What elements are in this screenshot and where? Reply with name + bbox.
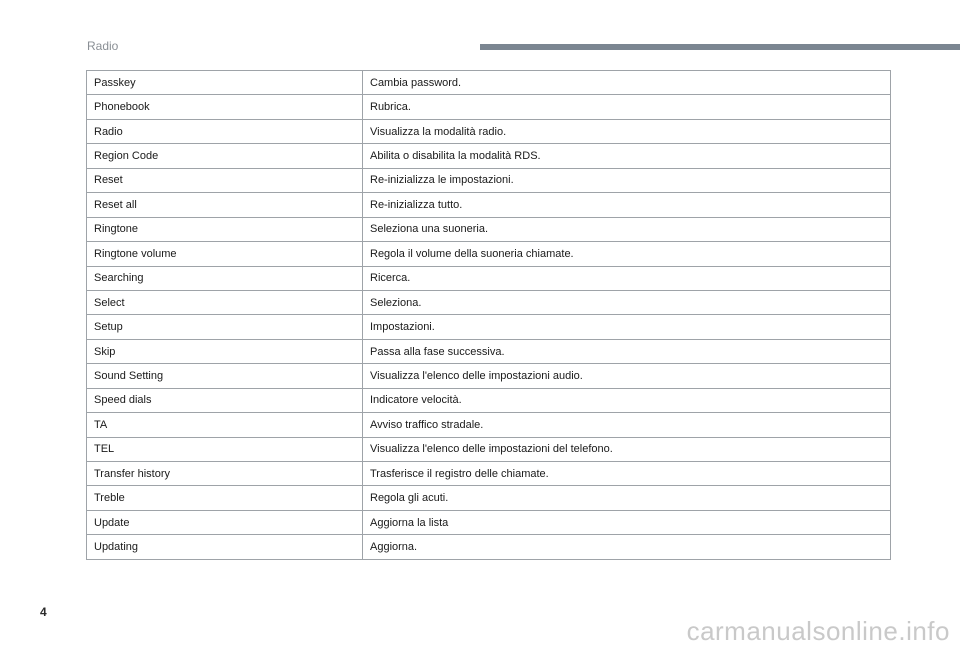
term-cell: Sound Setting <box>87 364 363 388</box>
description-cell: Aggiorna. <box>363 535 891 559</box>
description-cell: Ricerca. <box>363 266 891 290</box>
term-cell: Setup <box>87 315 363 339</box>
description-cell: Visualizza l'elenco delle impostazioni audio. <box>363 364 891 388</box>
term-cell: Reset <box>87 168 363 192</box>
table-row <box>87 71 891 95</box>
description-cell: Re-inizializza tutto. <box>363 193 891 217</box>
description-cell: Rubrica. <box>363 95 891 119</box>
term-cell: Ringtone volume <box>87 242 363 266</box>
description-cell: Cambia password. <box>363 71 891 95</box>
glossary-table <box>86 70 891 560</box>
table-row <box>87 535 891 559</box>
table-row <box>87 168 891 192</box>
term-cell: Phonebook <box>87 95 363 119</box>
description-cell: Trasferisce il registro delle chiamate. <box>363 462 891 486</box>
watermark-text: carmanualsonline.info <box>686 616 950 646</box>
table-row <box>87 437 891 461</box>
description-cell: Abilita o disabilita la modalità RDS. <box>363 144 891 168</box>
description-cell: Impostazioni. <box>363 315 891 339</box>
table-row <box>87 95 891 119</box>
term-cell: TA <box>87 413 363 437</box>
term-cell: Transfer history <box>87 462 363 486</box>
term-cell: Region Code <box>87 144 363 168</box>
term-cell: Searching <box>87 266 363 290</box>
term-cell: Radio <box>87 119 363 143</box>
table-row <box>87 119 891 143</box>
table-row <box>87 364 891 388</box>
description-cell: Regola gli acuti. <box>363 486 891 510</box>
term-cell: Speed dials <box>87 388 363 412</box>
description-cell: Visualizza l'elenco delle impostazioni del telefono. <box>363 437 891 461</box>
term-cell: Reset all <box>87 193 363 217</box>
term-cell: Ringtone <box>87 217 363 241</box>
description-cell: Re-inizializza le impostazioni. <box>363 168 891 192</box>
table-row <box>87 388 891 412</box>
description-cell: Aggiorna la lista <box>363 510 891 534</box>
table-row <box>87 144 891 168</box>
description-cell: Passa alla fase successiva. <box>363 339 891 363</box>
term-cell: Passkey <box>87 71 363 95</box>
page-number: 4 <box>40 605 47 619</box>
table-row <box>87 242 891 266</box>
table-row <box>87 486 891 510</box>
table-row <box>87 266 891 290</box>
term-cell: Treble <box>87 486 363 510</box>
header-bar <box>480 44 960 50</box>
term-cell: Update <box>87 510 363 534</box>
table-row <box>87 462 891 486</box>
table-row <box>87 315 891 339</box>
term-cell: TEL <box>87 437 363 461</box>
table-row <box>87 217 891 241</box>
table-row <box>87 290 891 314</box>
description-cell: Avviso traffico stradale. <box>363 413 891 437</box>
description-cell: Seleziona una suoneria. <box>363 217 891 241</box>
table-row <box>87 413 891 437</box>
description-cell: Regola il volume della suoneria chiamate. <box>363 242 891 266</box>
term-cell: Skip <box>87 339 363 363</box>
table-row <box>87 339 891 363</box>
table-row <box>87 193 891 217</box>
description-cell: Seleziona. <box>363 290 891 314</box>
term-cell: Select <box>87 290 363 314</box>
glossary-table-body <box>87 71 891 560</box>
description-cell: Indicatore velocità. <box>363 388 891 412</box>
term-cell: Updating <box>87 535 363 559</box>
table-row <box>87 510 891 534</box>
section-title: Radio <box>87 39 119 53</box>
description-cell: Visualizza la modalità radio. <box>363 119 891 143</box>
